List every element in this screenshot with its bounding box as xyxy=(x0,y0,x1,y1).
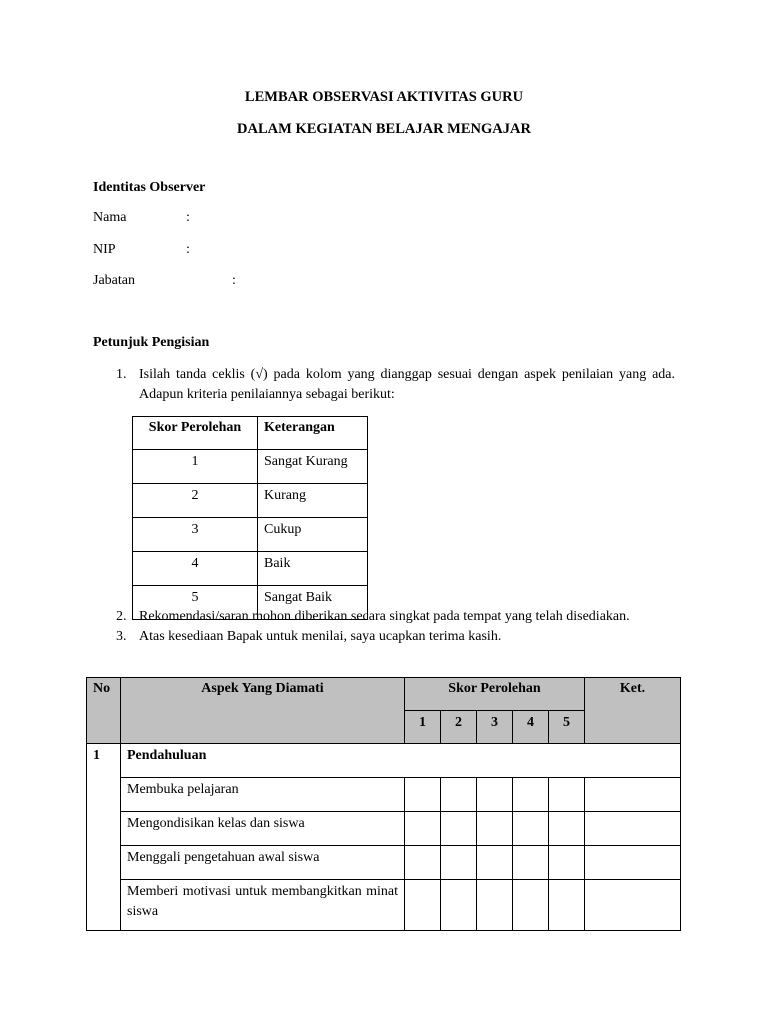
criteria-row xyxy=(133,518,368,552)
aspect-cell: Membuka pelajaran xyxy=(121,778,405,812)
score-cell[interactable] xyxy=(549,846,585,880)
aspect-cell: Mengondisikan kelas dan siswa xyxy=(121,812,405,846)
header-score: Skor Perolehan xyxy=(405,678,585,711)
score-cell[interactable] xyxy=(549,812,585,846)
score-cell[interactable] xyxy=(477,880,513,931)
field-label-jabatan: Jabatan xyxy=(93,273,135,288)
criteria-score: 2 xyxy=(133,484,258,518)
criteria-desc: Kurang xyxy=(258,484,368,518)
score-cell[interactable] xyxy=(405,880,441,931)
instruction-list-2 xyxy=(93,607,675,646)
field-colon-nip: : xyxy=(186,242,190,257)
note-cell[interactable] xyxy=(585,812,681,846)
section-number: 1 xyxy=(87,744,121,931)
criteria-header-note: Keterangan xyxy=(258,417,368,450)
instruction-text: Atas kesediaan Bapak untuk menilai, saya ucapkan terima kasih. xyxy=(139,628,502,644)
field-label-nip: NIP xyxy=(93,242,116,257)
field-colon-nama: : xyxy=(186,210,190,225)
instruction-item xyxy=(93,627,675,647)
score-cell[interactable] xyxy=(441,880,477,931)
observation-table xyxy=(86,677,681,931)
score-col-1: 1 xyxy=(405,711,441,744)
note-cell[interactable] xyxy=(585,880,681,931)
table-row xyxy=(87,812,681,846)
table-row xyxy=(87,846,681,880)
criteria-row xyxy=(133,450,368,484)
header-no: No xyxy=(87,678,121,744)
criteria-table xyxy=(132,416,368,620)
score-cell[interactable] xyxy=(405,846,441,880)
criteria-desc: Baik xyxy=(258,552,368,586)
instruction-number: 2. xyxy=(116,609,127,624)
criteria-row xyxy=(133,484,368,518)
criteria-score: 1 xyxy=(133,450,258,484)
score-cell[interactable] xyxy=(513,846,549,880)
observer-heading: Identitas Observer xyxy=(93,180,206,195)
document-title-line1: LEMBAR OBSERVASI AKTIVITAS GURU xyxy=(244,89,524,105)
score-cell[interactable] xyxy=(549,880,585,931)
instruction-number: 3. xyxy=(116,628,127,644)
note-cell[interactable] xyxy=(585,846,681,880)
field-colon-jabatan: : xyxy=(232,273,236,288)
document-title-line2: DALAM KEGIATAN BELAJAR MENGAJAR xyxy=(237,121,531,137)
score-cell[interactable] xyxy=(513,880,549,931)
header-note: Ket. xyxy=(585,678,681,744)
instruction-text: Isilah tanda ceklis (√) pada kolom yang dianggap sesuai dengan aspek penilaian yang ada. Adapun kriteria penilaiannya sebagai berikut: xyxy=(139,367,675,402)
criteria-desc: Cukup xyxy=(258,518,368,552)
instruction-list-1 xyxy=(93,365,675,404)
criteria-score: 3 xyxy=(133,518,258,552)
criteria-score: 4 xyxy=(133,552,258,586)
table-row xyxy=(87,778,681,812)
score-cell[interactable] xyxy=(477,812,513,846)
instruction-text: Rekomendasi/saran mohon diberikan secara singkat pada tempat yang telah disediakan. xyxy=(139,609,630,624)
score-cell[interactable] xyxy=(441,812,477,846)
score-col-4: 4 xyxy=(513,711,549,744)
instruction-item xyxy=(93,365,675,404)
score-col-3: 3 xyxy=(477,711,513,744)
criteria-desc: Sangat Baik xyxy=(258,586,368,620)
observation-header-row xyxy=(87,678,681,711)
section-row xyxy=(87,744,681,778)
aspect-cell: Memberi motivasi untuk membangkitkan minat siswa xyxy=(121,880,405,931)
table-row xyxy=(87,880,681,931)
score-cell[interactable] xyxy=(405,778,441,812)
note-cell[interactable] xyxy=(585,778,681,812)
score-cell[interactable] xyxy=(477,778,513,812)
score-cell[interactable] xyxy=(513,778,549,812)
aspect-cell: Menggali pengetahuan awal siswa xyxy=(121,846,405,880)
field-label-nama: Nama xyxy=(93,210,127,225)
score-col-5: 5 xyxy=(549,711,585,744)
instructions-heading: Petunjuk Pengisian xyxy=(93,335,210,350)
score-col-2: 2 xyxy=(441,711,477,744)
section-title: Pendahuluan xyxy=(121,744,681,778)
score-cell[interactable] xyxy=(513,812,549,846)
score-cell[interactable] xyxy=(441,778,477,812)
score-cell[interactable] xyxy=(441,846,477,880)
criteria-row xyxy=(133,552,368,586)
score-cell[interactable] xyxy=(549,778,585,812)
criteria-desc: Sangat Kurang xyxy=(258,450,368,484)
header-aspect: Aspek Yang Diamati xyxy=(121,678,405,744)
criteria-header-row xyxy=(133,417,368,450)
instruction-item xyxy=(93,607,675,627)
score-cell[interactable] xyxy=(477,846,513,880)
score-cell[interactable] xyxy=(405,812,441,846)
criteria-score: 5 xyxy=(133,586,258,620)
instruction-number: 1. xyxy=(116,367,127,382)
criteria-header-score: Skor Perolehan xyxy=(133,417,258,450)
